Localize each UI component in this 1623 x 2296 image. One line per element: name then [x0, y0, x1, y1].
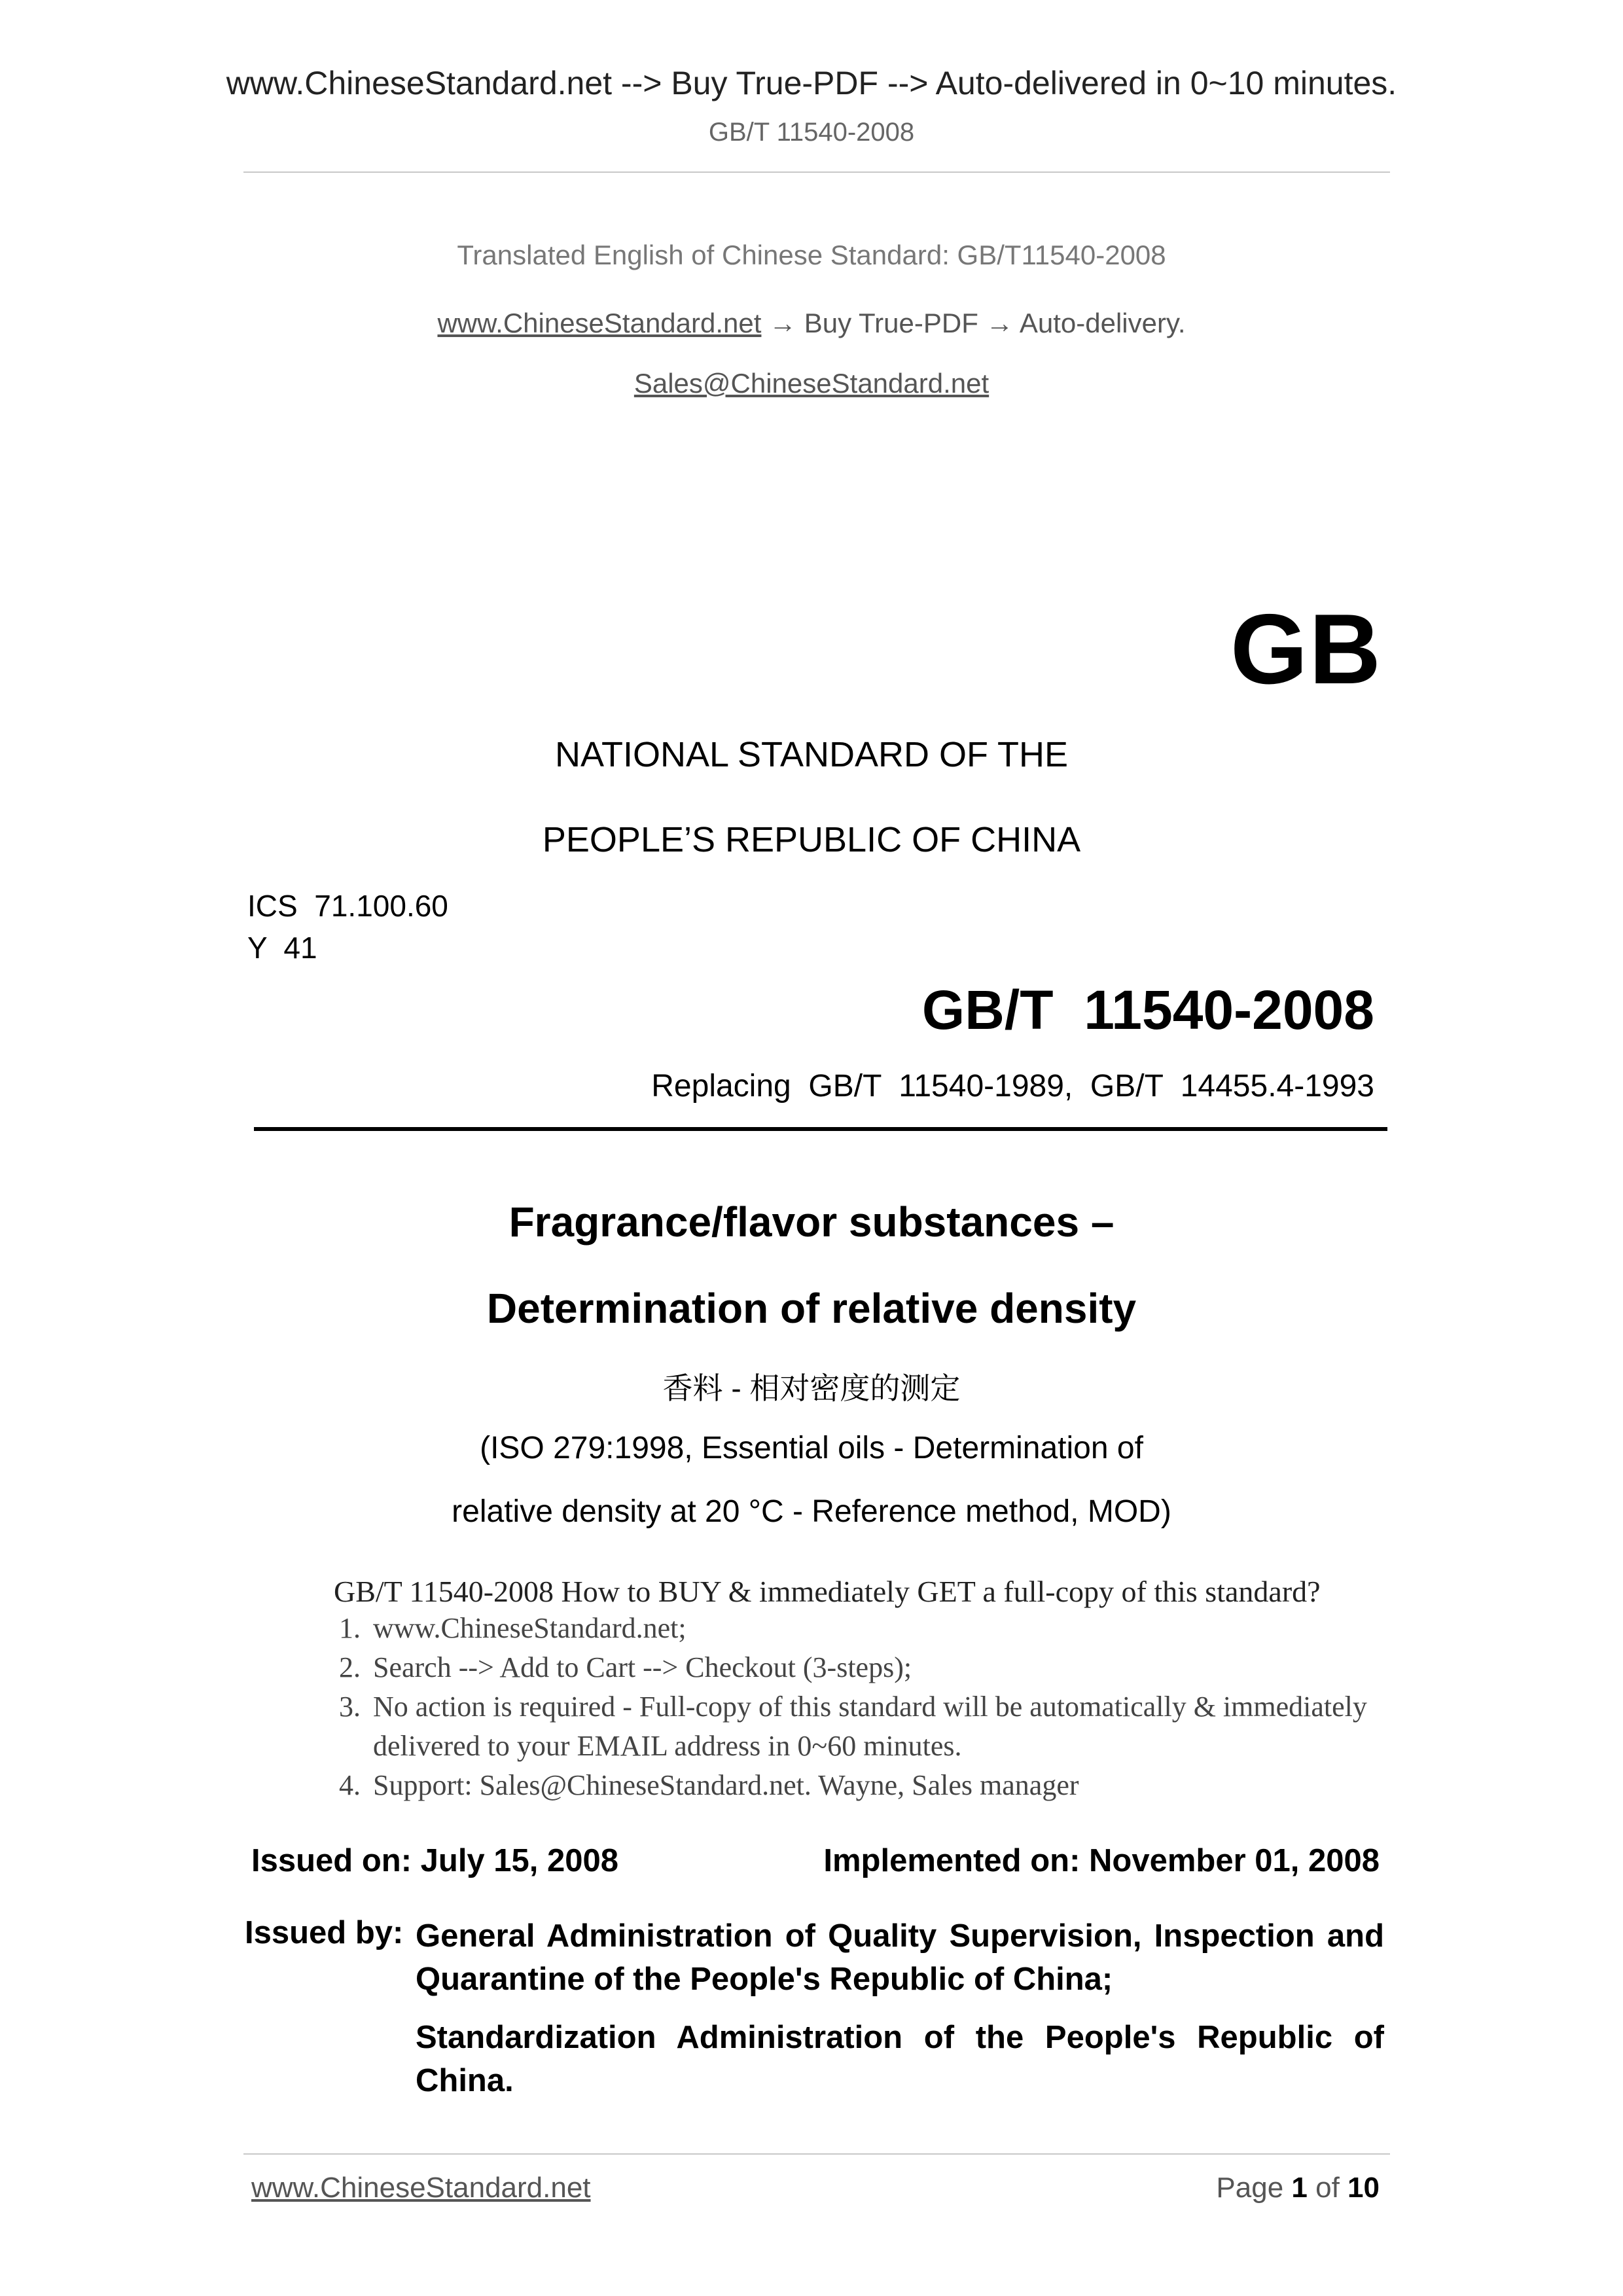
iso-reference-line1: (ISO 279:1998, Essential oils - Determination of: [480, 1431, 1143, 1465]
footer-site-link[interactable]: www.ChineseStandard.net: [251, 2172, 591, 2204]
buy-line-suffix: → Buy True-PDF → Auto-delivery.: [761, 308, 1186, 338]
page-indicator: [1216, 2172, 1380, 2204]
footer-divider: [243, 2153, 1390, 2155]
y-code: Y 41: [247, 931, 317, 965]
site-link[interactable]: www.ChineseStandard.net: [437, 308, 762, 338]
translated-note: Translated English of Chinese Standard: GB/T11540-2008: [457, 240, 1166, 270]
page-current: 1: [1291, 2172, 1308, 2204]
replacing-note: Replacing GB/T 11540-1989, GB/T 14455.4-1993: [651, 1069, 1374, 1103]
national-standard-line2: PEOPLE’S REPUBLIC OF CHINA: [542, 820, 1081, 859]
implemented-date: Implemented on: November 01, 2008: [823, 1843, 1380, 1878]
buy-line: [0, 308, 1623, 339]
ics-code: ICS 71.100.60: [247, 889, 448, 923]
issued-by-label: Issued by:: [245, 1915, 404, 1950]
how-to-buy-steps: [334, 1609, 1446, 1805]
how-to-buy-step: 1. www.ChineseStandard.net;: [368, 1609, 1446, 1648]
how-to-buy-step: 3. No action is required - Full-copy of this standard will be automatically & immediately delivered to your EMAIL address in 0~60 minutes.: [368, 1687, 1446, 1766]
page-of: of: [1307, 2172, 1348, 2204]
header-divider: [243, 171, 1390, 173]
title-line1: Fragrance/flavor substances –: [508, 1198, 1115, 1246]
classification-codes: [247, 885, 448, 969]
how-to-buy-title: GB/T 11540-2008 How to BUY & immediately GET a full-copy of this standard?: [334, 1575, 1321, 1608]
how-to-buy-step: 4. Support: Sales@ChineseStandard.net. Wayne, Sales manager: [368, 1766, 1446, 1805]
header-standard-code: GB/T 11540-2008: [708, 118, 915, 147]
how-to-buy-box: [334, 1574, 1446, 1805]
iso-reference-line2: relative density at 20 °C - Reference method, MOD): [452, 1494, 1171, 1529]
national-standard-line1: NATIONAL STANDARD OF THE: [554, 735, 1069, 774]
sales-email-link[interactable]: Sales@ChineseStandard.net: [633, 368, 990, 399]
footer-link-wrap: [251, 2172, 591, 2204]
issuer-sac: Standardization Administration of the People's Republic of China.: [416, 2020, 1384, 2098]
standard-number: GB/T 11540-2008: [921, 979, 1374, 1041]
issued-date: Issued on: July 15, 2008: [251, 1843, 619, 1878]
title-line2: Determination of relative density: [486, 1285, 1137, 1332]
title-divider: [254, 1127, 1387, 1131]
page-prefix: Page: [1216, 2172, 1292, 2204]
chinese-title: 香料 - 相对密度的测定: [662, 1371, 961, 1405]
issuer-aqsiq: General Administration of Quality Supervision, Inspection and Quarantine of the People's Republic of China;: [416, 1918, 1384, 1997]
page-total: 10: [1347, 2172, 1380, 2204]
how-to-buy-step: 2. Search --> Add to Cart --> Checkout (3-steps);: [368, 1648, 1446, 1687]
header-top-line: www.ChineseStandard.net --> Buy True-PDF --> Auto-delivered in 0~10 minutes.: [226, 65, 1397, 101]
gb-logo: GB: [1230, 594, 1382, 705]
sales-line: [0, 368, 1623, 399]
